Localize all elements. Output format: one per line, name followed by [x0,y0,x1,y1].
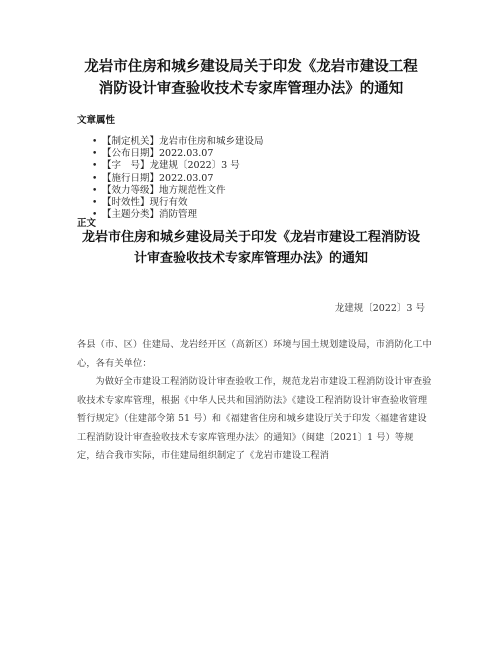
attribute-topic: • 【主题分类】消防管理 [92,209,264,221]
article-title-line-1: 龙岩市住房和城乡建设局关于印发《龙岩市建设工程消防设 [81,230,420,245]
body-heading: 正文 [77,218,97,229]
document-title-line-1: 龙岩市住房和城乡建设局关于印发《龙岩市建设工程 [84,59,418,75]
article-title [60,227,442,269]
body-paragraph-1: 为做好全市建设工程消防设计审查验收工作，规范龙岩市建设工程消防设计审查验收技术专家库管理，根据《中华人民共和国消防法》《建设工程消防设计审查验收管理暂行规定》（住建部令第 51 号）和《福建省住房和城乡建设厅关于印发〈福建省建设工程消防设计审查验收技术专家库管理办法〉的通知》（闽建〔2021〕1 号）等规定，结合我市实际，市住建局组织制定了《龙岩市建设工程消 [77,376,432,461]
attribute-validity: • 【时效性】现行有效 [92,197,264,209]
attribute-legal-level: • 【效力等级】地方规范性文件 [92,185,264,197]
attributes-heading: 文章属性 [77,115,116,126]
attribute-document-number: • 【字 号】龙建规〔2022〕3 号 [92,160,264,172]
document-number: 龙建规〔2022〕3 号 [334,303,425,314]
attributes-list [92,136,264,221]
article-title-line-2: 计审查验收技术专家库管理办法》的通知 [133,251,368,266]
attribute-issuing-authority: • 【制定机关】龙岩市住房和城乡建设局 [92,136,264,148]
document-title-line-2: 消防设计审查验收技术专家库管理办法》的通知 [98,81,404,97]
body-text [77,336,432,466]
document-title [60,56,442,100]
attribute-publish-date: • 【公布日期】2022.03.07 [92,148,264,160]
recipient-paragraph: 各县（市、区）住建局、龙岩经开区（高新区）环境与国土规划建设局，市消防化工中心，各有关单位： [77,339,432,369]
attribute-effective-date: • 【施行日期】2022.03.07 [92,173,264,185]
